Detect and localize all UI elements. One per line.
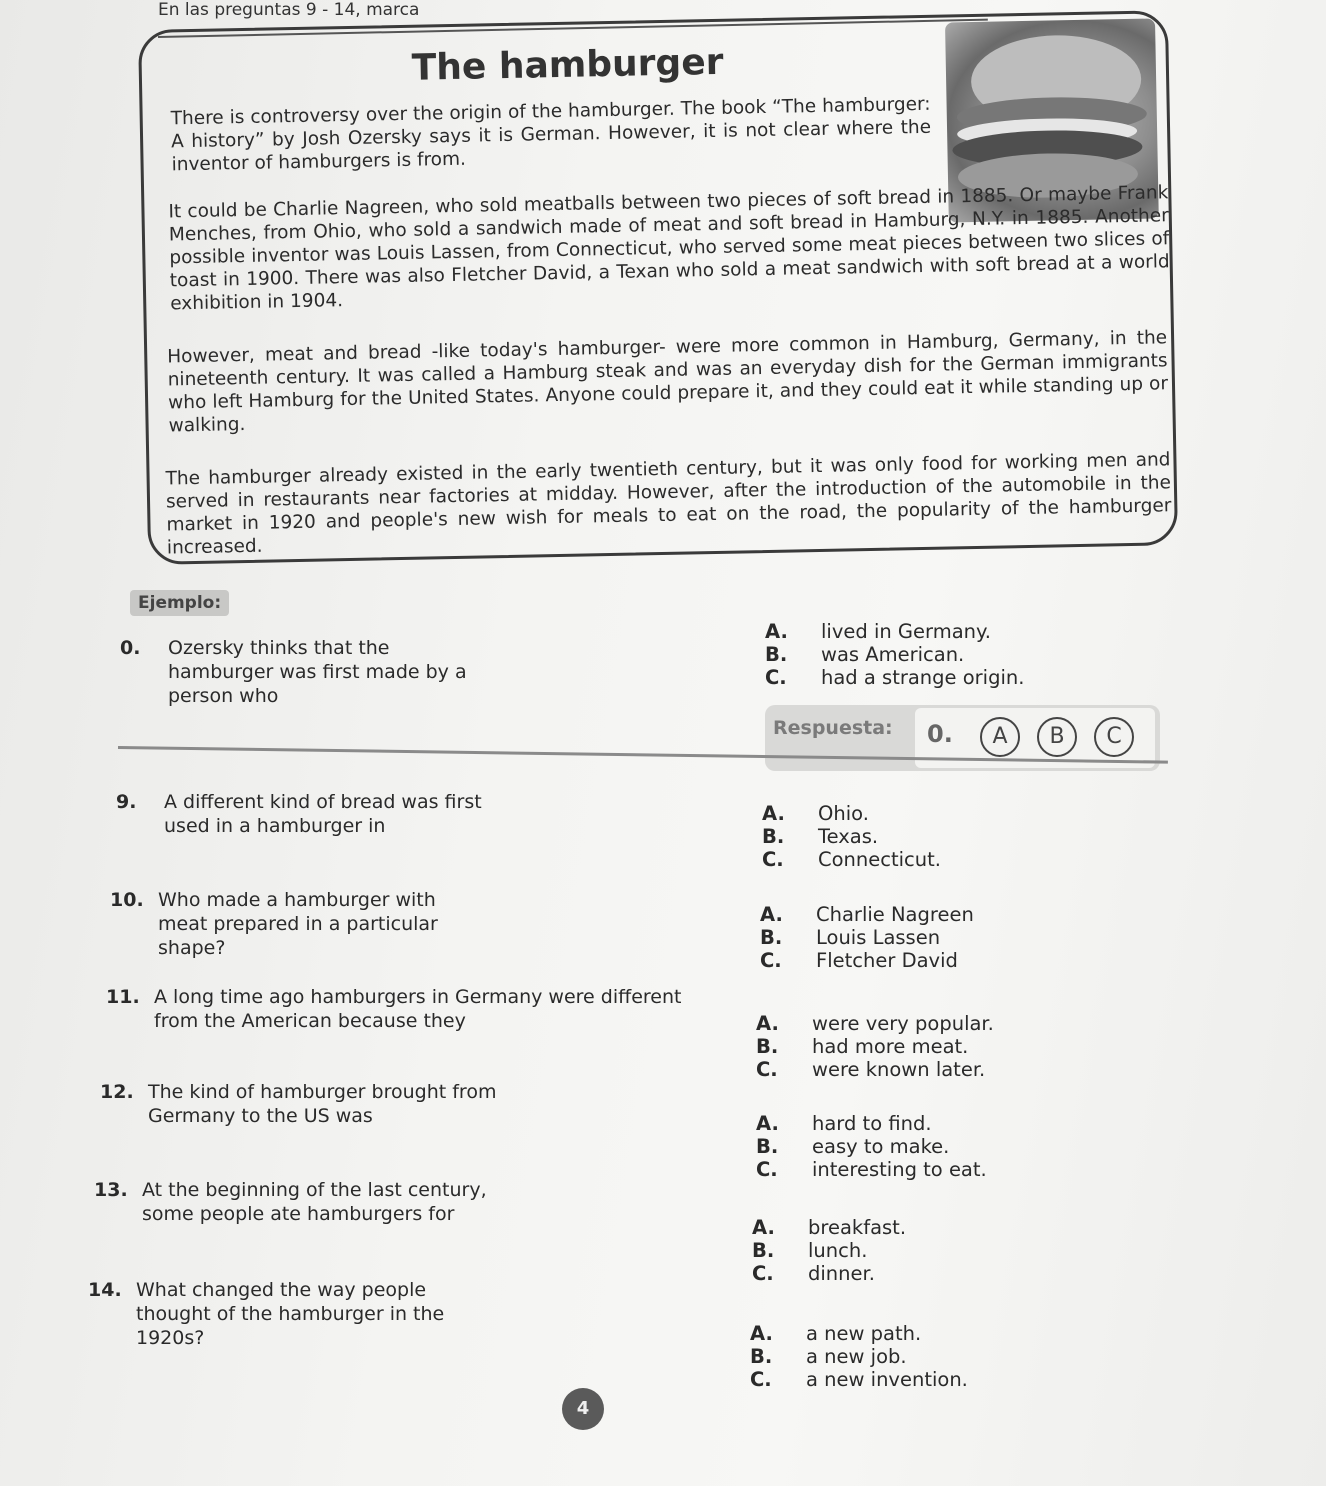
option: C. had a strange origin. — [765, 666, 1025, 689]
question-text: A different kind of bread was first used in a hamburger in — [164, 791, 482, 837]
option[interactable]: C. Connecticut. — [762, 848, 941, 871]
option[interactable]: B. a new job. — [750, 1345, 907, 1368]
question-9-options — [762, 802, 941, 871]
option[interactable]: C. interesting to eat. — [756, 1158, 987, 1181]
question-12-options — [756, 1112, 987, 1181]
question-text: A long time ago hamburgers in Germany were different from the American because they — [154, 986, 682, 1032]
article-paragraph-3: However, meat and bread -like today's hamburger- were more common in Hamburg, Germany, in the nineteenth century. It was called a Hamburg steak and was an everyday dish for the German immigrants who left Hamburg for the United States. Anyone could prepare it, and they could eat it while standing up or walking. — [167, 327, 1169, 437]
question-text: At the beginning of the last century, some people ate hamburgers for — [142, 1179, 487, 1225]
example-options — [765, 620, 1024, 689]
option[interactable]: A. Charlie Nagreen — [760, 903, 974, 926]
question-number: 9. — [116, 791, 137, 813]
answer-circle-c[interactable]: C — [1094, 717, 1134, 757]
article-box — [138, 10, 1178, 565]
option[interactable]: C. Fletcher David — [760, 949, 958, 972]
question-13-options — [752, 1216, 906, 1285]
question-text: Who made a hamburger with meat prepared in a particular shape? — [158, 889, 438, 959]
question-11-options — [756, 1012, 994, 1081]
answer-circle-b[interactable]: B — [1037, 717, 1077, 757]
option[interactable]: B. Louis Lassen — [760, 926, 941, 949]
page-number: 4 — [562, 1388, 604, 1430]
option[interactable]: A. hard to find. — [756, 1112, 932, 1135]
answer-number: 0. — [927, 720, 953, 748]
question-text: The kind of hamburger brought from Germany to the US was — [148, 1081, 497, 1127]
option[interactable]: B. Texas. — [762, 825, 879, 848]
answer-circle-a[interactable]: A — [980, 717, 1020, 757]
question-number: 12. — [100, 1081, 134, 1103]
answer-label: Respuesta: — [773, 717, 893, 739]
question-10-options — [760, 903, 974, 972]
question-number: 0. — [120, 637, 141, 659]
option: A. lived in Germany. — [765, 620, 991, 643]
instructions: En las preguntas 9 - 14, marca — [158, 0, 420, 20]
option[interactable]: A. a new path. — [750, 1322, 922, 1345]
article-paragraph-1: There is controversy over the origin of the hamburger. The book “The hamburger: A history” by Josh Ozersky says it is German. However, it is not clear where the inventor of hamburgers is from. — [170, 93, 932, 176]
question-text: Ozersky thinks that the hamburger was first made by a person who — [168, 637, 467, 707]
article-paragraph-4: The hamburger already existed in the early twentieth century, but it was only food for working men and served in restaurants near factories at midday. However, after the introduction of the automobile in the market in 1920 and people's new wish for meals to eat on the road, the popularity of the hamburger increased. — [165, 449, 1172, 559]
option[interactable]: C. a new invention. — [750, 1368, 968, 1391]
option[interactable]: A. breakfast. — [752, 1216, 907, 1239]
article-paragraph-2: It could be Charlie Nagreen, who sold meatballs between two pieces of soft bread in 1885. Or maybe Frank Menches, from Ohio, who sold a sandwich made of meat and soft bread in Hamburg, N.Y. in 1885. Another possible inventor was Louis Lassen, from Connecticut, who served some meat pieces between two slices of toast in 1900. There was also Fletcher David, a Texan who sold a meat sandwich with soft bread at a world exhibition in 1904. — [168, 182, 1170, 315]
option[interactable]: C. dinner. — [752, 1262, 875, 1285]
question-text: What changed the way people thought of the hamburger in the 1920s? — [136, 1279, 445, 1349]
question-number: 13. — [94, 1179, 128, 1201]
option[interactable]: B. easy to make. — [756, 1135, 950, 1158]
option[interactable]: C. were known later. — [756, 1058, 986, 1081]
question-number: 11. — [106, 986, 140, 1008]
question-number: 10. — [110, 889, 144, 911]
option[interactable]: A. were very popular. — [756, 1012, 994, 1035]
question-14-options — [750, 1322, 968, 1391]
article-title: The hamburger — [411, 41, 724, 89]
option[interactable]: B. lunch. — [752, 1239, 868, 1262]
option: B. was American. — [765, 643, 965, 666]
question-number: 14. — [88, 1279, 122, 1301]
example-label: Ejemplo: — [130, 590, 229, 616]
option[interactable]: B. had more meat. — [756, 1035, 969, 1058]
option[interactable]: A. Ohio. — [762, 802, 869, 825]
